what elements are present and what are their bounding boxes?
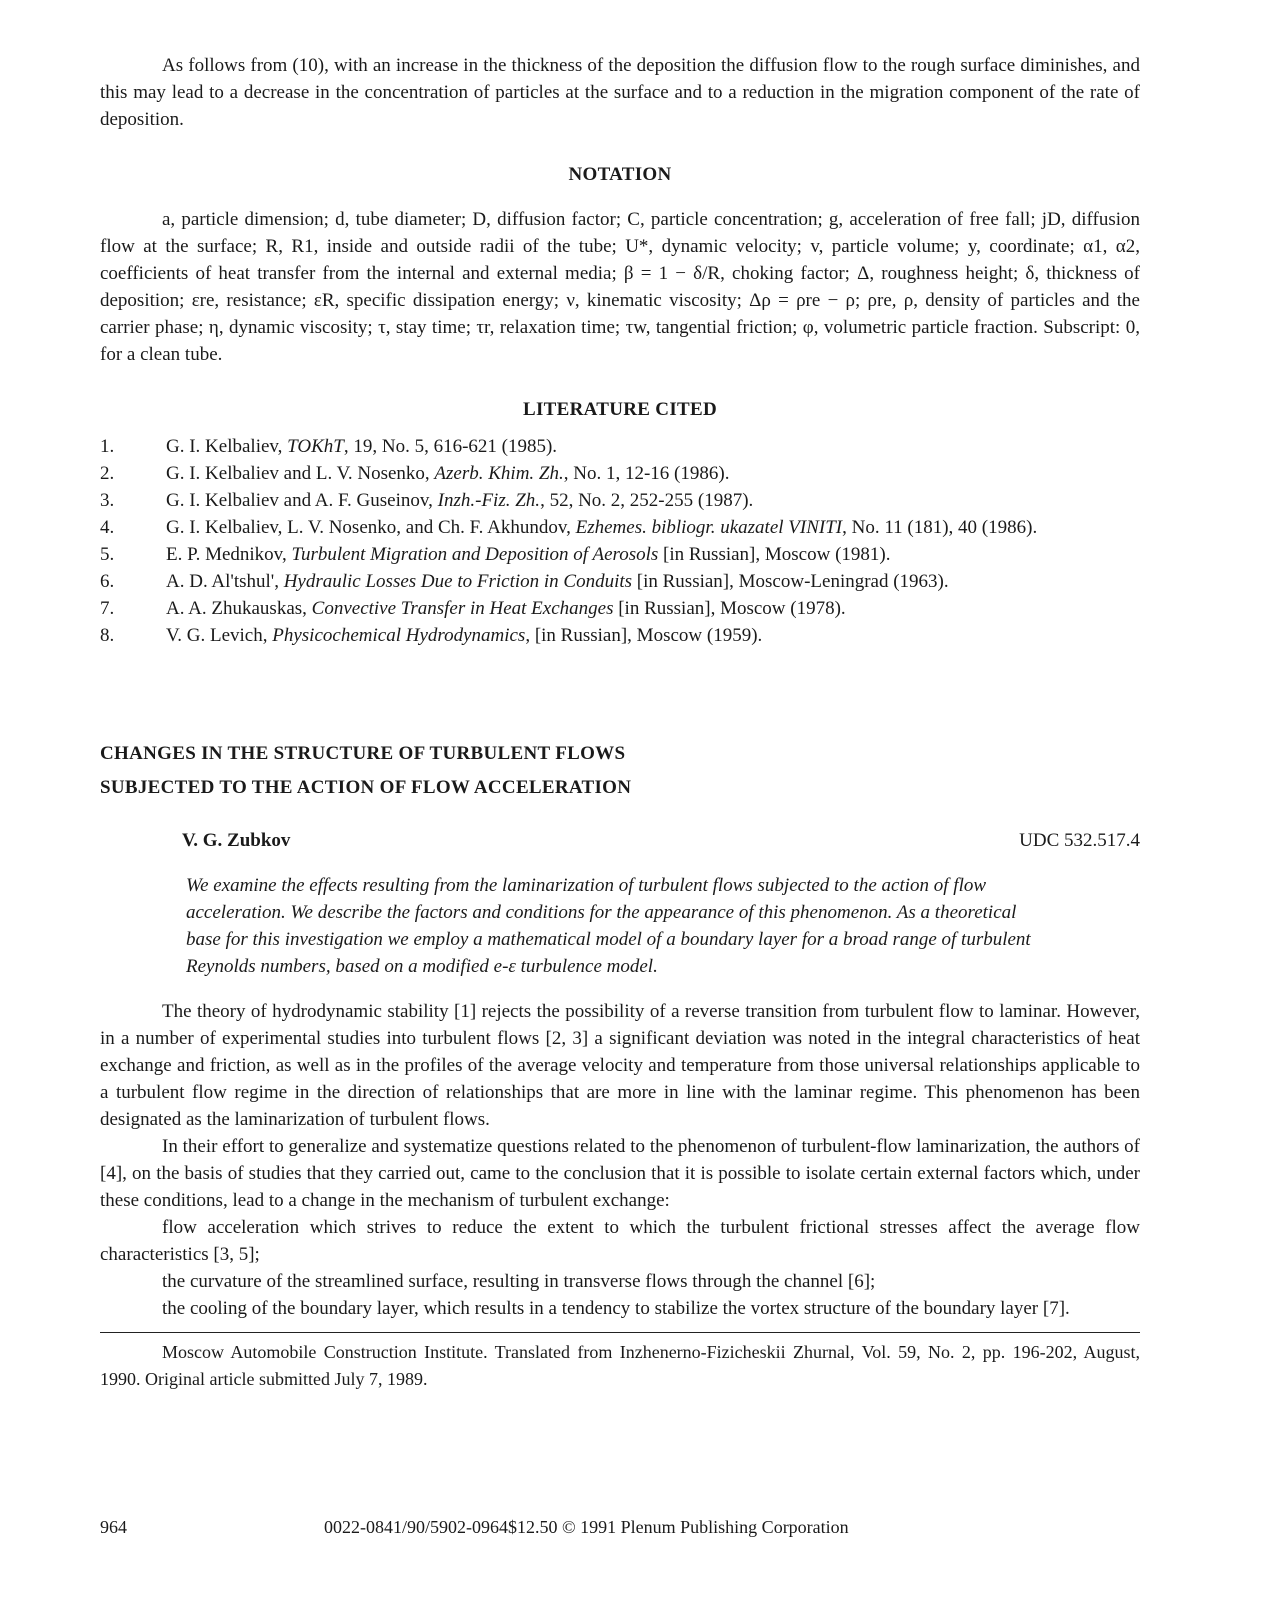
article-footnote: Moscow Automobile Construction Institute. Translated from Inzhenerno-Fizicheskii Zhurnal, Vol. 59, No. 2, pp. 196-202, August, 1990. Original article submitted July 7, 1989. [100, 1342, 1140, 1389]
reference-authors: G. I. Kelbaliev, [166, 436, 288, 457]
byline [100, 827, 1140, 854]
reference-item [100, 622, 1140, 649]
notation-heading: NOTATION [568, 164, 672, 185]
reference-number: 7. [100, 598, 115, 619]
reference-source: Hydraulic Losses Due to Friction in Conduits [283, 571, 633, 592]
reference-authors: E. P. Mednikov, [166, 544, 292, 565]
reference-authors: V. G. Levich, [166, 625, 273, 646]
reference-details: , No. 11 (181), 40 (1986). [842, 517, 1038, 538]
reference-item [100, 433, 1140, 460]
page-body [100, 52, 1140, 1393]
reference-details: , [in Russian], Moscow (1959). [525, 625, 763, 646]
reference-number: 4. [100, 517, 115, 538]
reference-authors: A. D. Al'tshul', [166, 571, 284, 592]
reference-item [100, 460, 1140, 487]
reference-source: Turbulent Migration and Deposition of Aerosols [291, 544, 659, 565]
reference-number: 2. [100, 463, 115, 484]
publisher-code: 0022-0841/90/5902-0964$12.50 © 1991 Plenum Publishing Corporation [324, 1517, 849, 1537]
reference-list [100, 433, 1140, 649]
body-paragraph-1: The theory of hydrodynamic stability [1] rejects the possibility of a reverse transition from turbulent flow to laminar. However, in a number of experimental studies into turbulent flows [2, 3] a significant deviation was noted in the integral characteristics of heat exchange and friction, as well as in the profiles of the average velocity and temperature from those universal relationships applicable to a turbulent flow regime in the direction of relationships that are more in line with the laminar regime. This phenomenon has been designated as the laminarization of turbulent flows. [100, 1001, 1140, 1130]
article-abstract: We examine the effects resulting from the laminarization of turbulent flows subjected to the action of flow acceleration. We describe the factors and conditions for the appearance of this phenomenon. As a theoretical base for this investigation we employ a mathematical model of a boundary layer for a broad range of turbulent Reynolds numbers, based on a modified e-ε turbulence model. [186, 875, 1031, 977]
reference-number: 1. [100, 436, 115, 457]
literature-heading: LITERATURE CITED [523, 399, 717, 420]
reference-details: , 19, No. 5, 616-621 (1985). [343, 436, 558, 457]
reference-source: Ezhemes. bibliogr. ukazatel VINITI [575, 517, 843, 538]
reference-authors: G. I. Kelbaliev, L. V. Nosenko, and Ch. F. Akhundov, [166, 517, 576, 538]
intro-paragraph: As follows from (10), with an increase in the thickness of the deposition the diffusion flow to the rough surface diminishes, and this may lead to a decrease in the concentration of particles at the surface and to a reduction in the migration component of the rate of deposition. [100, 55, 1140, 130]
body-paragraph-4: the curvature of the streamlined surface, resulting in transverse flows through the channel [6]; [162, 1271, 876, 1292]
body-paragraph-3: flow acceleration which strives to reduce the extent to which the turbulent frictional stresses affect the average flow characteristics [3, 5]; [100, 1217, 1140, 1265]
reference-source: Azerb. Khim. Zh. [434, 463, 564, 484]
reference-source: Convective Transfer in Heat Exchanges [311, 598, 614, 619]
reference-item [100, 568, 1140, 595]
reference-authors: G. I. Kelbaliev and L. V. Nosenko, [166, 463, 435, 484]
body-paragraph-2: In their effort to generalize and systematize questions related to the phenomenon of turbulent-flow laminarization, the authors of [4], on the basis of studies that they carried out, came to the conclusion that it is possible to isolate certain external factors which, under these conditions, lead to a change in the mechanism of turbulent exchange: [100, 1136, 1140, 1211]
reference-authors: A. A. Zhukauskas, [166, 598, 312, 619]
reference-item [100, 514, 1140, 541]
body-paragraph-5: the cooling of the boundary layer, which results in a tendency to stabilize the vortex structure of the boundary layer [7]. [162, 1298, 1070, 1319]
reference-item [100, 487, 1140, 514]
reference-details: , No. 1, 12-16 (1986). [563, 463, 730, 484]
reference-details: [in Russian], Moscow (1981). [658, 544, 891, 565]
reference-authors: G. I. Kelbaliev and A. F. Guseinov, [166, 490, 438, 511]
page-number: 964 [100, 1517, 127, 1537]
reference-number: 8. [100, 625, 115, 646]
article-author: V. G. Zubkov [182, 830, 291, 851]
reference-item [100, 595, 1140, 622]
article-title-line-1: CHANGES IN THE STRUCTURE OF TURBULENT FLOWS [100, 743, 626, 764]
reference-details: [in Russian], Moscow-Leningrad (1963). [632, 571, 949, 592]
reference-item [100, 541, 1140, 568]
reference-number: 6. [100, 571, 115, 592]
notation-text: a, particle dimension; d, tube diameter; D, diffusion factor; C, particle concentration; g, acceleration of free fall; jD, diffusion flow at the surface; R, R1, inside and outside radii of the tube; U*, dynamic velocity; v, particle volume; y, coordinate; α1, α2, coefficients of heat transfer from the internal and external media; β = 1 − δ/R, choking factor; Δ, roughness height; δ, thickness of deposition; εre, resistance; εR, specific dissipation energy; ν, kinematic viscosity; Δρ = ρre − ρ; ρre, ρ, density of particles and the carrier phase; η, dynamic viscosity; τ, stay time; τr, relaxation time; τw, tangential friction; φ, volumetric particle fraction. Subscript: 0, for a clean tube. [100, 209, 1140, 365]
reference-number: 5. [100, 544, 115, 565]
article-title-line-2: SUBJECTED TO THE ACTION OF FLOW ACCELERATION [100, 777, 632, 798]
reference-number: 3. [100, 490, 115, 511]
udc-code: UDC 532.517.4 [1019, 830, 1140, 851]
reference-source: TOKhT [287, 436, 344, 457]
reference-details: , 52, No. 2, 252-255 (1987). [540, 490, 754, 511]
article-title [100, 737, 1140, 805]
reference-details: [in Russian], Moscow (1978). [613, 598, 846, 619]
footnote-divider [100, 1332, 1140, 1333]
reference-source: Physicochemical Hydrodynamics [272, 625, 526, 646]
reference-source: Inzh.-Fiz. Zh. [437, 490, 541, 511]
